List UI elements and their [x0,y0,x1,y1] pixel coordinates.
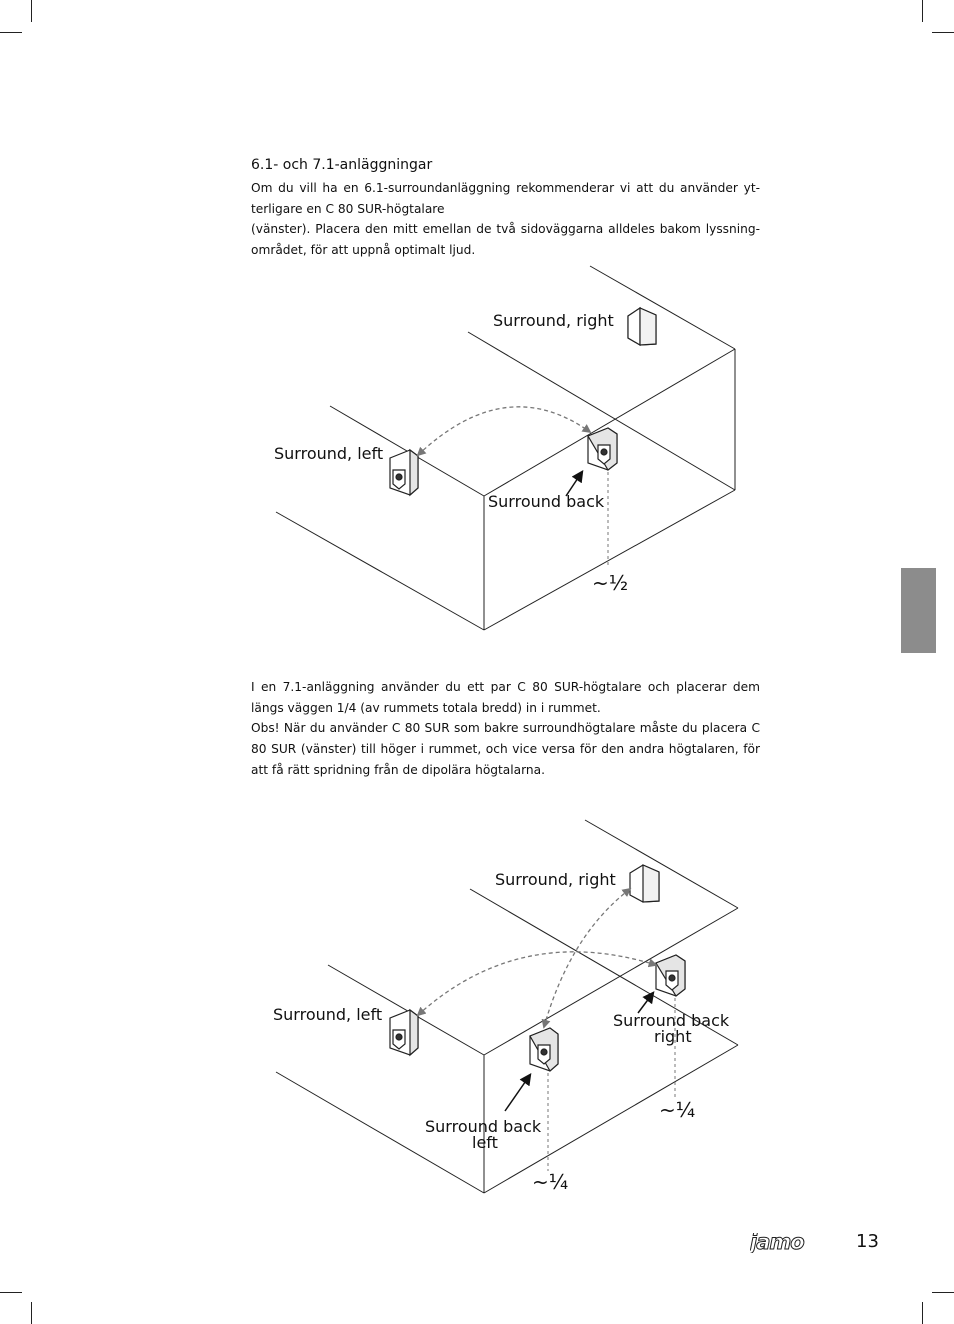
crop-mark [932,1292,954,1293]
crop-mark [922,1302,923,1324]
crop-mark [0,1292,22,1293]
speaker-back-right-icon [656,955,685,996]
speaker-left-icon [390,1010,418,1055]
diagram-6-1-setup [0,260,954,640]
label-quarter-left: ~¼ [532,1170,569,1194]
speaker-back-left-icon [530,1028,558,1071]
svg-text:jamo: jamo [750,1233,804,1253]
label-half-fraction: ~½ [592,571,629,595]
jamo-logo [750,1233,830,1253]
paragraph-intro: Om du vill ha en 6.1-surroundanläggning rekommenderar vi att du använder yt-terligare en C 80 SUR-högtalare [251,181,760,216]
crop-mark [932,32,954,33]
label-surround-back: Surround back [488,492,605,511]
label-back-left-line2: left [472,1133,498,1152]
speaker-back-icon [588,428,617,470]
back-right-pointer-arrow [638,993,653,1013]
dispersion-arc-right [544,889,630,1027]
label-surround-left: Surround, left [273,1005,383,1024]
diagram-7-1-setup [0,815,954,1200]
label-surround-right: Surround, right [493,311,614,330]
crop-mark [31,0,32,22]
crop-mark [0,32,22,33]
crop-mark [31,1302,32,1324]
label-back-left-line1: Surround back [425,1117,542,1136]
paragraph-note: Obs! När du använder C 80 SUR som bakre surroundhögtalare måste du placera C 80 SUR (vänster) till höger i rummet, och vice versa för den andra högtalaren, för att få rätt spridning från de dipolära högtalarna. [251,721,760,777]
crop-mark [922,0,923,22]
paragraph-7-1: I en 7.1-anläggning använder du ett par C 80 SUR-högtalare och placerar dem längs väggen 1/4 (av rummets totala bredd) in i rummet. [251,680,760,715]
label-quarter-right: ~¼ [659,1098,696,1122]
speaker-left-icon [390,450,418,495]
page-number: 13 [856,1231,879,1252]
label-surround-left: Surround, left [274,444,384,463]
paragraph-placement: (vänster). Placera den mitt emellan de två sidoväggarna alldeles bakom lyssning-området, för att uppnå optimalt ljud. [251,222,760,257]
label-back-right-line2: right [654,1027,692,1046]
dispersion-arc [418,407,590,455]
label-back-right-line1: Surround back [613,1011,730,1030]
speaker-right-icon [628,308,656,345]
section-title: 6.1- och 7.1-anläggningar [251,157,433,173]
label-surround-right: Surround, right [495,870,616,889]
speaker-right-icon [630,865,659,902]
dispersion-arc-left [418,952,656,1015]
back-left-pointer-arrow [505,1075,530,1111]
